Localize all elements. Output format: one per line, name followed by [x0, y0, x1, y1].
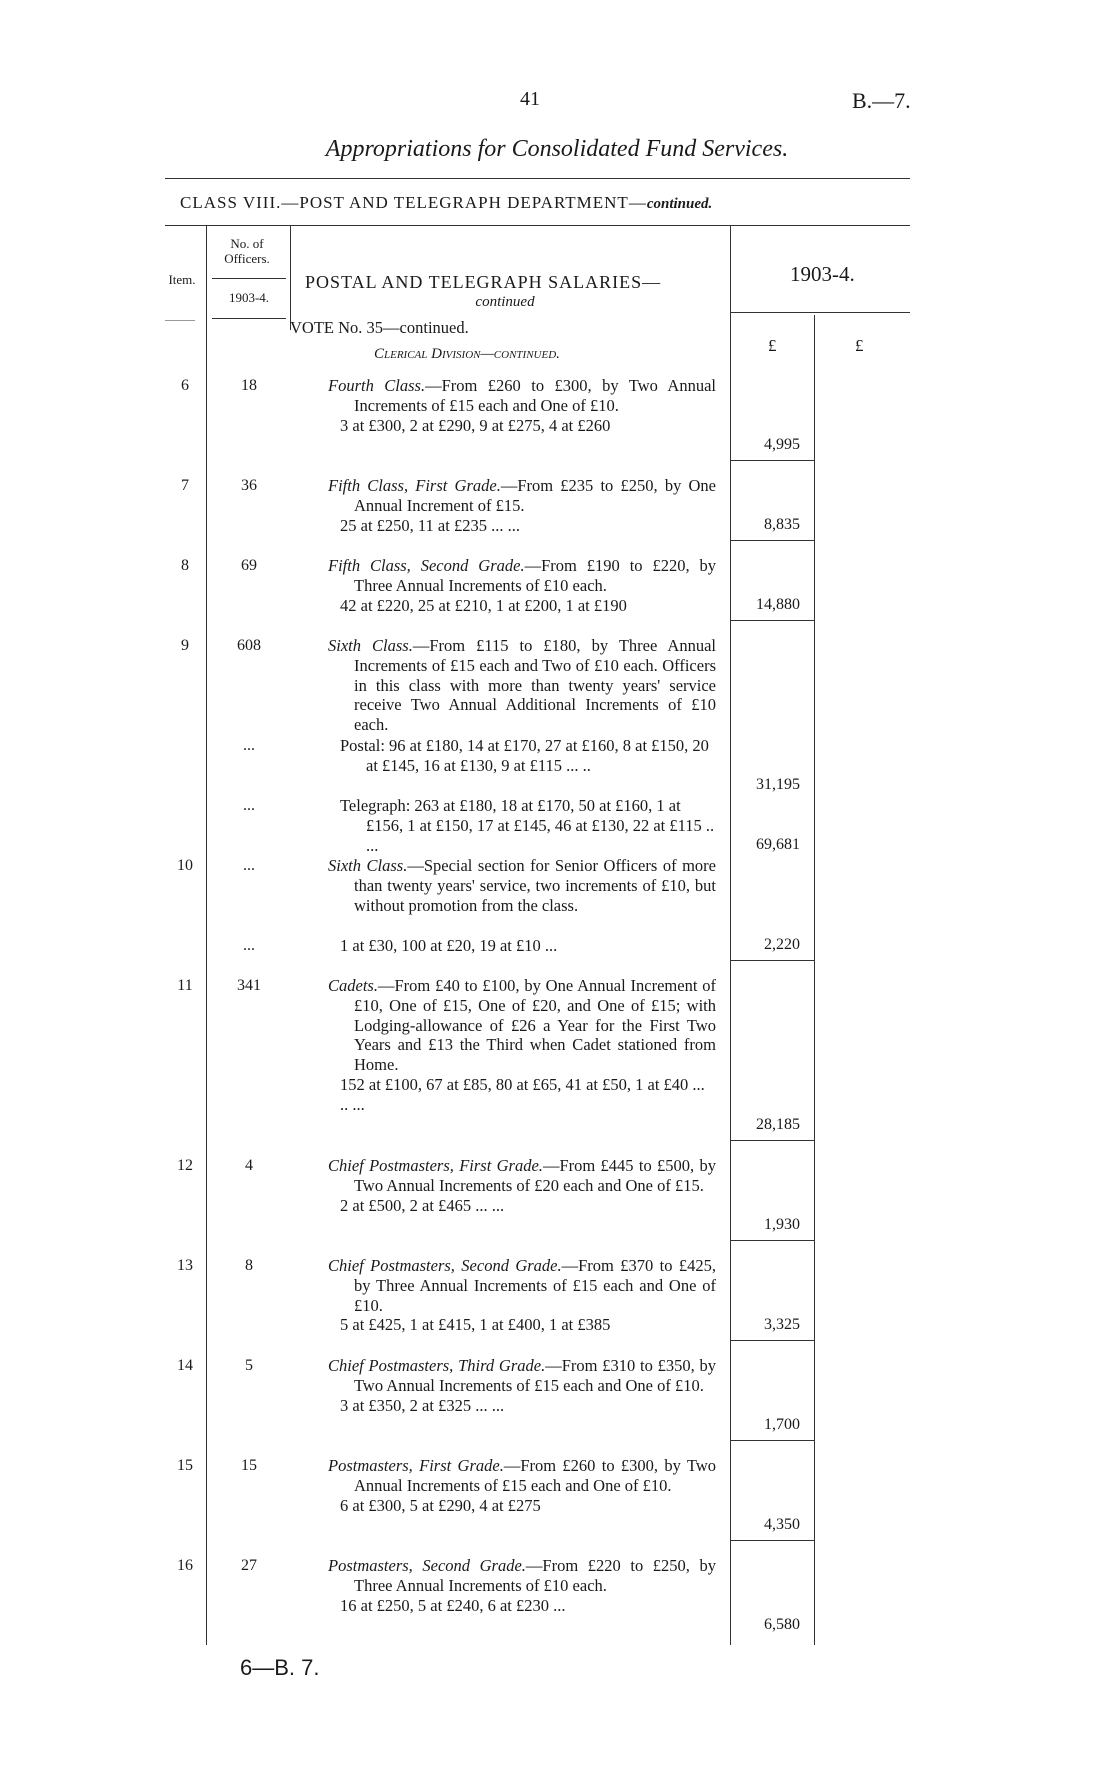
header-salaries-cont: continued [475, 294, 535, 310]
item-number: 7 [181, 477, 189, 494]
amount-rule [730, 460, 814, 461]
item-amount: 28,185 [756, 1116, 800, 1133]
officer-count: 69 [241, 557, 257, 574]
document-reference: B.—7. [852, 88, 911, 113]
item-rule [165, 320, 195, 321]
amount-rule [730, 540, 814, 541]
item-amount: 31,195 [756, 776, 800, 793]
item-number: 10 [177, 857, 193, 874]
item-number: 6 [181, 377, 189, 394]
header-officers-year: 1903-4. [228, 290, 270, 305]
item-description: Chief Postmasters, Third Grade.—From £310 to £350, by Two Annual Increments of £15 each and One of £10. 3 at £350, 2 at £325 ... ... [328, 1356, 716, 1415]
item-description: Postmasters, First Grade.—From £260 to £300, by Two Annual Increments of £15 each and One of £10. 6 at £300, 5 at £290, 4 at £275 [328, 1456, 717, 1515]
item-amount: 1,700 [764, 1416, 800, 1433]
amount-rule [730, 1340, 814, 1341]
column-rule-item [206, 225, 207, 1645]
year-rule [730, 312, 910, 313]
officer-count: 4 [245, 1157, 253, 1174]
item-amount: 6,580 [764, 1616, 800, 1633]
amount-rule [730, 1240, 814, 1241]
officers-header-rule [212, 278, 286, 279]
officer-count: ... [243, 857, 255, 874]
header-year: 1903-4. [790, 262, 855, 286]
amount-rule [730, 1440, 814, 1441]
item-description: Chief Postmasters, Second Grade.—From £370 to £425, by Three Annual Increments of £15 each and One of £10. 5 at £425, 1 at £415, 1 at £400, 1 at £385 [328, 1256, 716, 1335]
officer-count: 341 [237, 977, 261, 994]
officer-count: 27 [241, 1557, 257, 1574]
item-number: 9 [181, 637, 189, 654]
currency-label-1: £ [768, 336, 777, 355]
item-description: Fifth Class, Second Grade.—From £190 to £220, by Three Annual Increments of £10 each. 42 at £220, 25 at £210, 1 at £200, 1 at £190 [328, 556, 716, 615]
currency-label-2: £ [855, 336, 864, 355]
column-rule-officers [290, 225, 291, 330]
amount-rule [730, 960, 814, 961]
item-detail-telegraph: Telegraph: 263 at £180, 18 at £170, 50 at £160, 1 at £156, 1 at £150, 17 at £145, 46 at £130, 22 at £115 .. ... [340, 796, 715, 855]
amount-rule [730, 1540, 814, 1541]
item-description: Sixth Class.—Special section for Senior Officers of more than twenty years' service, two increments of £10, but without promotion from the class. [328, 856, 716, 915]
amount-rule [730, 620, 814, 621]
header-item: Item. [168, 272, 196, 287]
officer-count: 36 [241, 477, 257, 494]
item-number: 14 [177, 1357, 193, 1374]
division-heading: Clerical Division—continued. [374, 346, 560, 362]
item-number: 12 [177, 1157, 193, 1174]
item-amount: 1,930 [764, 1216, 800, 1233]
header-officers: No. of Officers. [224, 236, 270, 266]
item-amount: 8,835 [764, 516, 800, 533]
page-number: 41 [520, 88, 540, 110]
officer-count: 8 [245, 1257, 253, 1274]
column-rule-amount2 [814, 315, 815, 1645]
item-amount: 14,880 [756, 596, 800, 613]
officer-count: 5 [245, 1357, 253, 1374]
header-salaries: POSTAL AND TELEGRAPH SALARIES— [305, 272, 662, 292]
officer-count: 608 [237, 637, 261, 654]
item-amount: 4,350 [764, 1516, 800, 1533]
officer-count: 15 [241, 1457, 257, 1474]
item-number: 11 [177, 977, 193, 994]
item-amount: 4,995 [764, 436, 800, 453]
class-heading: CLASS VIII.—POST AND TELEGRAPH DEPARTMENT—continued. [180, 193, 713, 212]
item-number: 15 [177, 1457, 193, 1474]
footer-signature: 6—B. 7. [240, 1655, 320, 1680]
page-title: Appropriations for Consolidated Fund Services. [325, 136, 789, 162]
item-description: Postmasters, Second Grade.—From £220 to £250, by Three Annual Increments of £10 each. 16 at £250, 5 at £240, 6 at £230 ... [328, 1556, 717, 1615]
table-top-rule [165, 225, 910, 226]
item-detail-postal: Postal: 96 at £180, 14 at £170, 27 at £160, 8 at £150, 20 at £145, 16 at £130, 9 at £115 ... .. [340, 736, 709, 775]
item-description: Fourth Class.—From £260 to £300, by Two Annual Increments of £15 each and One of £10. 3 at £300, 2 at £290, 9 at £275, 4 at £260 [328, 376, 716, 435]
item-number: 8 [181, 557, 189, 574]
title-rule [165, 178, 910, 179]
item-description: Chief Postmasters, First Grade.—From £445 to £500, by Two Annual Increments of £20 each and One of £15. 2 at £500, 2 at £465 ... ... [328, 1156, 717, 1215]
officer-count: ... [243, 937, 255, 954]
item-number: 16 [177, 1557, 193, 1574]
item-number: 13 [177, 1257, 193, 1274]
item-description: Cadets.—From £40 to £100, by One Annual Increment of £10, One of £15, One of £20, and One of £15; with Lodging-allowance of £26 a Year for the First Two Years and £13 the Third when Cadet stationed from Home. 152 at £100, 67 at £85, 80 at £65, 41 at £50, 1 at £40 ... .. ... [328, 976, 716, 1114]
officers-header-rule-2 [212, 318, 286, 319]
item-description: Fifth Class, First Grade.—From £235 to £250, by One Annual Increment of £15. 25 at £250, 11 at £235 ... ... [328, 476, 716, 535]
officer-count: ... [243, 737, 255, 754]
item-amount: 69,681 [756, 836, 800, 853]
amount-rule [730, 1140, 814, 1141]
item-detail: 1 at £30, 100 at £20, 19 at £10 ... [340, 936, 558, 955]
item-description: Sixth Class.—From £115 to £180, by Three Annual Increments of £15 each and Two of £10 each. Officers in this class with more than twenty years' service receive Two Annual Additional Increments of £10 each. [328, 636, 716, 735]
item-amount: 3,325 [764, 1316, 800, 1333]
officer-count: ... [243, 797, 255, 814]
item-amount: 2,220 [764, 936, 800, 953]
officer-count: 18 [241, 377, 257, 394]
vote-heading: VOTE No. 35—continued. [290, 318, 469, 337]
